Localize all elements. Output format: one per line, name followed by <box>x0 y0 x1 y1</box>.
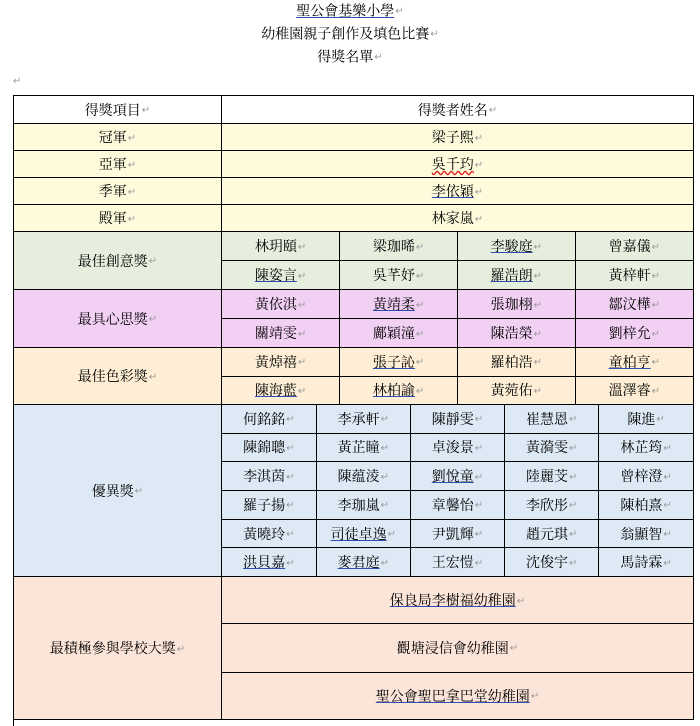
winner-grid <box>222 232 694 290</box>
paragraph-mark-icon: ↵ <box>13 76 22 87</box>
winner-name: 何銘銘↵ <box>222 405 316 433</box>
award-category: 優異獎↵ <box>14 405 222 577</box>
award-category: 最佳色彩獎↵ <box>14 348 222 405</box>
winner-name: 吳芊妤↵ <box>340 261 458 290</box>
award-winner: 梁子熙↵ <box>222 124 694 151</box>
winner-name: 陳柏熹↵ <box>599 490 693 519</box>
winner-name: 梁珈晞↵ <box>340 232 458 261</box>
award-row-first-runner-up <box>14 151 694 178</box>
event-title: 幼稚園親子創作及填色比賽 <box>261 26 430 43</box>
winner-name: 黃曉玲↵ <box>222 519 316 548</box>
award-row-school-participation <box>14 577 694 720</box>
awards-table <box>13 95 694 720</box>
winner-name: 童柏亨↵ <box>575 348 693 376</box>
winner-name: 羅子揚↵ <box>222 490 316 519</box>
winner-grid <box>222 405 694 577</box>
winner-name: 李珈嵐↵ <box>316 490 410 519</box>
winner-name: 陳靜雯↵ <box>410 405 504 433</box>
winner-name: 馬詩霖↵ <box>599 548 693 576</box>
award-row-fourth-place <box>14 205 694 232</box>
winner-name: 溫澤睿↵ <box>575 376 693 404</box>
winner-name: 曾嘉儀↵ <box>575 232 693 261</box>
col-header-names: 得獎者姓名↵ <box>222 96 694 124</box>
winner-name: 劉梓允↵ <box>575 319 693 348</box>
winner-grid <box>222 290 694 348</box>
winner-name: 陳進↵ <box>599 405 693 433</box>
winner-name: 陳錦聰↵ <box>222 433 316 462</box>
winner-name: 張珈栩↵ <box>458 290 576 319</box>
winner-name: 張子訫↵ <box>340 348 458 376</box>
winner-name: 鄒汶樺↵ <box>575 290 693 319</box>
winner-name: 陳浩榮↵ <box>458 319 576 348</box>
winner-name: 陳蕴淩↵ <box>316 462 410 491</box>
award-row-champion <box>14 124 694 151</box>
winner-name: 黃靖柔↵ <box>340 290 458 319</box>
winner-name: 李淇茵↵ <box>222 462 316 491</box>
winner-name: 尹凱輝↵ <box>410 519 504 548</box>
award-row-most-thoughtful <box>14 290 694 348</box>
winner-name: 林玥頤↵ <box>222 232 340 261</box>
award-winner: 林家嵐↵ <box>222 205 694 232</box>
school-name-cell: 觀塘浸信會幼稚園↵ <box>222 624 693 672</box>
winner-name: 黃漪雯↵ <box>505 433 599 462</box>
award-row-best-creativity <box>14 232 694 290</box>
award-category: 最積極參與學校大獎↵ <box>14 577 222 720</box>
winner-name: 洪貝嘉↵ <box>222 548 316 576</box>
winner-name: 麥君庭↵ <box>316 548 410 576</box>
winner-name: 崔慧恩↵ <box>505 405 599 433</box>
school-name: 聖公會基樂小學 <box>296 3 395 20</box>
winner-name: 王宏愷↵ <box>410 548 504 576</box>
winner-name: 林柏諭↵ <box>340 376 458 404</box>
winner-name: 羅浩朗↵ <box>458 261 576 290</box>
award-row-merit <box>14 405 694 577</box>
award-row-best-color <box>14 348 694 405</box>
winner-name: 陳姿言↵ <box>222 261 340 290</box>
winner-name: 黃梓軒↵ <box>575 261 693 290</box>
winner-name: 翁顯智↵ <box>599 519 693 548</box>
winner-name: 李欣彤↵ <box>505 490 599 519</box>
document-header: 聖公會基樂小學↵ 幼稚園親子創作及填色比賽↵ 得獎名單↵ <box>261 3 439 66</box>
winner-name: 李承軒↵ <box>316 405 410 433</box>
award-category: 最佳創意獎↵ <box>14 232 222 290</box>
winner-name: 趙元琪↵ <box>505 519 599 548</box>
winner-name: 鄺穎潼↵ <box>340 319 458 348</box>
winner-name: 林芷筠↵ <box>599 433 693 462</box>
text-cursor <box>13 718 14 726</box>
winner-name: 羅柏浩↵ <box>458 348 576 376</box>
winner-name: 陳海藍↵ <box>222 376 340 404</box>
table-header-row <box>14 96 694 124</box>
list-title: 得獎名單 <box>317 49 374 66</box>
winner-name: 章馨怡↵ <box>410 490 504 519</box>
winner-name: 關靖雯↵ <box>222 319 340 348</box>
school-name-cell: 保良局李樹福幼稚園↵ <box>222 577 693 624</box>
award-winner: 吳千玓↵ <box>222 151 694 178</box>
award-category: 最具心思獎↵ <box>14 290 222 348</box>
winner-name: 卓浚景↵ <box>410 433 504 462</box>
school-list <box>222 577 694 720</box>
winner-name: 黃焯禧↵ <box>222 348 340 376</box>
winner-grid <box>222 348 694 405</box>
award-category: 冠軍↵ <box>14 124 222 151</box>
winner-name: 曾梓澄↵ <box>599 462 693 491</box>
award-winner: 李依穎↵ <box>222 178 694 205</box>
winner-name: 司徒卓逸↵ <box>316 519 410 548</box>
winner-name: 劉悅童↵ <box>410 462 504 491</box>
winner-name: 黃菀佑↵ <box>458 376 576 404</box>
award-category: 亞軍↵ <box>14 151 222 178</box>
award-category: 季軍↵ <box>14 178 222 205</box>
col-header-category: 得獎項目↵ <box>14 96 222 124</box>
winner-name: 陸麗芠↵ <box>505 462 599 491</box>
winner-name: 黃依淇↵ <box>222 290 340 319</box>
winner-name: 李駿庭↵ <box>458 232 576 261</box>
award-category: 殿軍↵ <box>14 205 222 232</box>
winner-name: 黃芷瞳↵ <box>316 433 410 462</box>
school-name-cell: 聖公會聖巴拿巴堂幼稚園↵ <box>222 672 693 719</box>
winner-name: 沈俊宇↵ <box>505 548 599 576</box>
award-row-second-runner-up <box>14 178 694 205</box>
